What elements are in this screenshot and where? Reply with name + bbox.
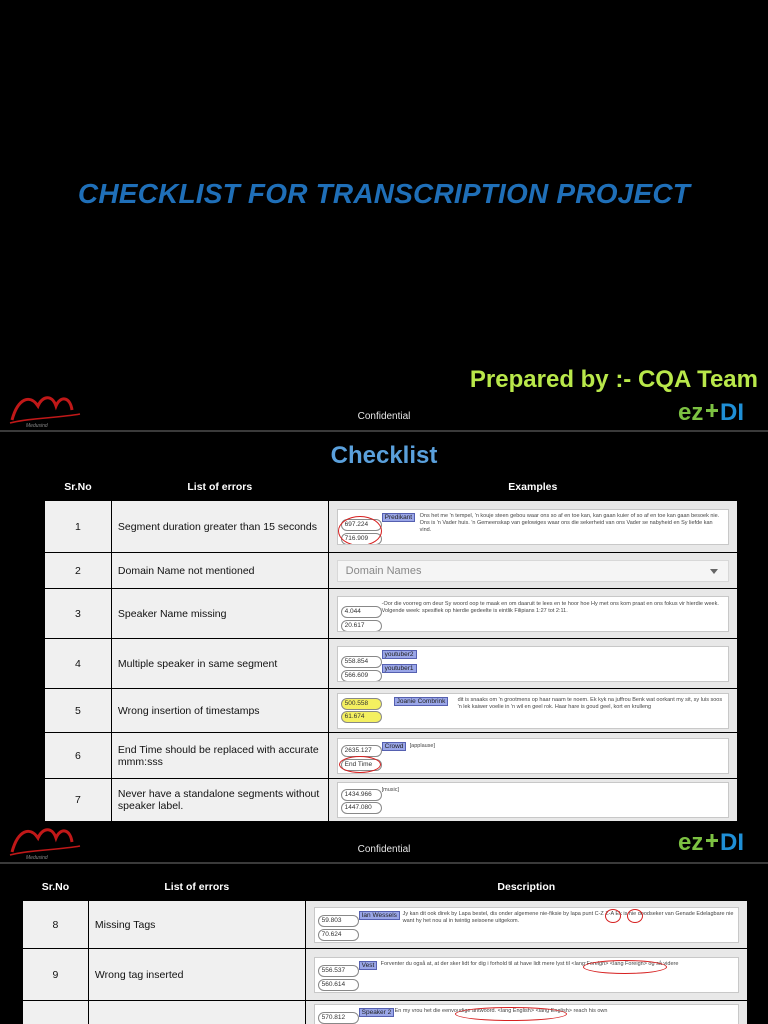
speaker-label: Vest — [359, 961, 378, 970]
speaker-label: Speaker 2 — [359, 1008, 395, 1017]
svg-text:ez: ez — [678, 829, 704, 856]
example-cell — [328, 689, 737, 733]
example-cell — [328, 733, 737, 779]
row-error: Multiple speaker in same segment — [111, 639, 328, 689]
row-error: Speaker Name missing — [111, 589, 328, 639]
footer-confidential: Confidential — [357, 844, 411, 855]
example-cell — [305, 949, 747, 1001]
end-time: 566.609 — [341, 670, 382, 682]
ezdi-logo-icon — [678, 396, 756, 426]
start-time: 697.224 — [341, 519, 382, 531]
row-error: Missing Tags — [88, 901, 305, 949]
chevron-down-icon — [710, 569, 718, 574]
row-error — [88, 1001, 305, 1024]
svg-text:ez: ez — [678, 399, 704, 426]
svg-text:DI: DI — [720, 399, 744, 426]
row-error: Never have a standalone segments without speaker label. — [111, 779, 328, 822]
error-highlight-circle — [627, 909, 643, 923]
row-number — [23, 1001, 89, 1024]
footer-confidential: Confidential — [357, 411, 411, 422]
table-row — [45, 589, 738, 639]
col-header-errors: List of errors — [164, 881, 230, 893]
col-header-errors: List of errors — [187, 481, 253, 493]
error-highlight-circle — [455, 1007, 567, 1021]
row-number: 2 — [45, 553, 112, 589]
start-time: 2635.127 — [341, 745, 382, 757]
segment-text: En my vrou het die eenvoudige antwoord. <lang English> <lang English> reach his own — [394, 1008, 608, 1014]
start-time: 556.537 — [318, 965, 359, 977]
start-time: 4.044 — [341, 606, 382, 618]
segment-text: dit is snaaks om 'n grootmens op haar naam te noem. Ek kyk na juffrou Benk wat oorkant my sit, sy luis soos 'n lek kaiwer voelie in 'n wil en geel rok. Haar hare is goud geel, kort en krulleng — [457, 696, 723, 710]
checklist-title: Checklist — [330, 442, 438, 469]
row-number: 1 — [45, 501, 112, 553]
col-header-examples: Examples — [508, 481, 558, 493]
table-row — [45, 553, 738, 589]
segment-text: Ons het me 'n tempel, 'n kouje steen gebou waar ons so af en toe kan, kan gaan kuier of so af en toe kan gaan besoek nie. Ons is 'n Vader huis. 'n Gemeenskap van gelowiges waar ons die sekerheid van ons Vader se nabyheid en Sy liefde kan vind. — [419, 512, 720, 533]
example-screenshot — [314, 907, 739, 943]
example-cell — [328, 553, 737, 589]
table-row — [45, 639, 738, 689]
error-highlight-circle — [339, 756, 381, 773]
svg-text:Medusind: Medusind — [26, 423, 48, 428]
example-cell — [328, 639, 737, 689]
example-screenshot — [337, 693, 729, 729]
checklist-table-continued — [22, 874, 748, 1024]
table-header-row — [45, 474, 738, 501]
checklist-slide-continued — [0, 864, 768, 1024]
domain-dropdown — [337, 560, 729, 582]
end-time: 1447.080 — [341, 802, 382, 814]
segment-text: [applause] — [409, 742, 436, 749]
example-screenshot — [314, 1004, 739, 1024]
table-row — [45, 501, 738, 553]
segment-text: Forventer du også at, at der sker lidt for dig i forhold til at have lidt mere lyst til <lang:Foreign> <lang Foreign> og så videre — [380, 960, 679, 967]
example-cell — [305, 1001, 747, 1024]
speaker-label: Ian Wessels — [359, 911, 400, 920]
example-screenshot — [314, 957, 739, 993]
table-row — [23, 1001, 748, 1024]
ezdi-logo-icon — [678, 826, 756, 856]
end-time: 560.614 — [318, 979, 359, 991]
row-error: Domain Name not mentioned — [111, 553, 328, 589]
example-screenshot — [337, 509, 729, 545]
speaker-label: Joanie Combrink — [394, 697, 449, 706]
end-time: End Time — [341, 759, 382, 771]
row-error: Wrong insertion of timestamps — [111, 689, 328, 733]
col-header-description: Description — [497, 881, 556, 893]
example-screenshot — [337, 596, 729, 632]
error-highlight-circle — [583, 960, 667, 974]
row-error: End Time should be replaced with accurate mmm:sss — [111, 733, 328, 779]
table-row — [45, 689, 738, 733]
row-number: 6 — [45, 733, 112, 779]
start-time: 1434.966 — [341, 789, 382, 801]
checklist-table — [44, 474, 738, 822]
row-number: 4 — [45, 639, 112, 689]
speaker-label: Crowd — [382, 742, 407, 751]
end-time: 716.909 — [341, 533, 382, 545]
segment-text: Jy kan dit ook direk by Lapa bestel, dis onder algemene nie-fiksie by lapa punt C-Z Z-A Ek is nie doodseker van Genade Edelagbare nie want hy het nou al in twintig seisoene uitgekom. — [402, 910, 734, 924]
dropdown-value: Domain Names — [345, 564, 422, 577]
example-cell — [328, 501, 737, 553]
table-row — [23, 949, 748, 1001]
error-highlight-circle — [605, 909, 621, 923]
segment-text: [music] — [381, 787, 400, 793]
row-number: 8 — [23, 901, 89, 949]
example-screenshot — [337, 646, 729, 682]
checklist-slide — [0, 432, 768, 862]
svg-text:Medusind: Medusind — [26, 855, 48, 860]
title-slide — [0, 0, 768, 430]
row-error: Wrong tag inserted — [88, 949, 305, 1001]
start-time: 500.558 — [341, 698, 382, 710]
error-highlight-circle — [338, 516, 382, 545]
example-cell — [328, 779, 737, 822]
example-cell — [305, 901, 747, 949]
slide-title: CHECKLIST FOR TRANSCRIPTION PROJECT — [77, 178, 691, 209]
row-number: 3 — [45, 589, 112, 639]
end-time: 70.624 — [318, 929, 359, 941]
speaker-label-second: youtuber1 — [382, 664, 417, 673]
table-row — [45, 779, 738, 822]
table-row — [23, 901, 748, 949]
table-row — [45, 733, 738, 779]
table-header-row — [23, 874, 748, 901]
speaker-label: Predikant — [382, 513, 415, 522]
col-header-srno: Sr.No — [64, 481, 92, 493]
start-time: 570.812 — [318, 1012, 359, 1024]
row-number: 5 — [45, 689, 112, 733]
row-number: 7 — [45, 779, 112, 822]
segment-text: -Oor die voorreg om deur Sy woord oop te maak en om daaruit te lees en te hoor hoe Hy met ons kom praat en ons fokus vir hierdie week. Volgende week: spesifiek op hierdie gedeelte is eintlik Filipians 1:27 tot 2:11. — [381, 600, 719, 614]
end-time: 61.674 — [341, 711, 382, 723]
svg-text:DI: DI — [720, 829, 744, 856]
start-time: 558.854 — [341, 656, 382, 668]
example-screenshot — [337, 738, 729, 774]
end-time: 20.617 — [341, 620, 382, 632]
example-screenshot — [337, 782, 729, 818]
start-time: 59.803 — [318, 915, 359, 927]
row-number: 9 — [23, 949, 89, 1001]
example-cell — [328, 589, 737, 639]
col-header-srno: Sr.No — [41, 881, 70, 893]
speaker-label: youtuber2 — [382, 650, 417, 659]
company-logo-icon — [8, 388, 88, 428]
row-error: Segment duration greater than 15 seconds — [111, 501, 328, 553]
prepared-by-text: Prepared by :- CQA Team — [469, 366, 758, 393]
